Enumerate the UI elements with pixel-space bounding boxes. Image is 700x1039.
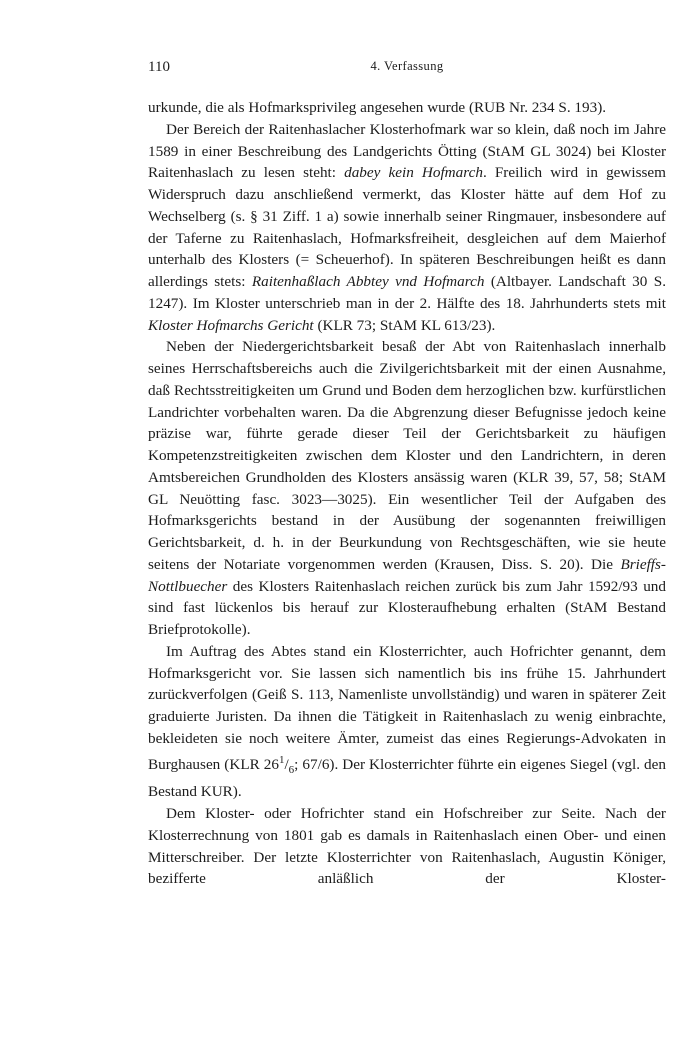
paragraph xyxy=(148,97,666,119)
italic-citation: dabey kein Hofmarch xyxy=(344,164,483,182)
text-run: ; 67/6). Der Klosterrichter führte ein eigenes Siegel (vgl. den Bestand KUR). xyxy=(148,755,666,801)
text-run: Im Auftrag des Abtes stand ein Klosterrichter, auch Hofrichter genannt, dem Hofmarksgericht vor. Sie lassen sich namentlich bis ins frühe 15. Jahrhundert zurückverfolgen (Geiß S. 113, Namenliste unvollständig) und waren in späterer Zeit graduierte Juristen. Da ihnen die Tätigkeit in Raitenhaslach zu wenig einbrachte, bekleideten sie noch weitere Ämter, zumeist das eines Regierungs-Advokaten in Burghausen (KLR 26 xyxy=(148,642,666,773)
italic-citation: Kloster Hofmarchs Gericht xyxy=(148,316,314,334)
text-run: . Freilich wird in gewissem Widerspruch dazu anschließend vermerkt, das Kloster hätte auf dem Hof zu Wechselberg (s. § 31 Ziff. 1 a) sowie innerhalb seiner Ringmauer, insbesondere auf der Taferne zu Raitenhaslach, Hofmarksfreiheit, desgleichen auf dem Maierhof unterhalb des Klosters (= Scheuerhof). In späteren Beschreibungen heißt es dann allerdings stets: xyxy=(148,164,666,290)
text-run: (Altbayer. Landschaft 30 S. 1247). Im Kloster unterschrieb man in der 2. Hälfte des 18. Jahrhunderts stets mit xyxy=(148,273,666,312)
italic-citation: Raitenhaßlach Abbtey vnd Hofmarch xyxy=(251,273,485,290)
text-run: des Klosters Raitenhaslach reichen zurück bis zum Jahr 1592/93 und sind fast lückenlos bis herauf zur Klosteraufhebung erhalten (StAM Bestand Briefprotokolle). xyxy=(148,577,666,638)
paragraph xyxy=(148,803,666,890)
fraction-numerator: 1 xyxy=(278,753,285,766)
text-run: Neben der Niedergerichtsbarkeit besaß der Abt von Raitenhaslach innerhalb seines Herrschaftsbereichs auch die Zivilgerichtsbarkeit mit der einen Ausnahme, daß Rechtsstreitigkeiten um Grund und Boden dem herzoglichen bzw. kurfürstlichen Landrichter vorbehalten waren. Da die Abgrenzung dieser Befugnisse jedoch keine präzise war, führte gerade dieser Teil der Gerichtsbarkeit zu häufigen Kompetenzstreitigkeiten zwischen dem Kloster und den Landrichtern, in deren Amtsbereichen Grundholden des Klosters ansässig waren (KLR 39, 57, 58; StAM GL Neuötting fasc. 3023—3025). Ein wesentlicher Teil der Aufgaben des Hofmarksgerichts bestand in der Ausübung der sogenannten freiwilligen Gerichtsbarkeit, d. h. in der Beurkundung von Rechtsgeschäften, wie sie heute seitens der Notariate vorgenommen werden (Krausen, Diss. S. 20). Die xyxy=(148,338,666,573)
body-text xyxy=(148,97,666,890)
text-run: Dem Kloster- oder Hofrichter stand ein Hofschreiber zur Seite. Nach der Klosterrechnung von 1801 gab es damals in Raitenhaslach einen Ober- und einen Mitterschreiber. Der letzte Klosterrichter von Raitenhaslach, Augustin Königer, bezifferte anläßlich der Kloster- xyxy=(148,805,666,888)
paragraph xyxy=(148,119,666,337)
italic-citation: Brieffs-Nottlbuecher xyxy=(148,555,666,595)
page-number: 110 xyxy=(148,59,170,75)
text-run: (KLR 73; StAM KL 613/23). xyxy=(313,316,496,334)
text-run: Der Bereich der Raitenhaslacher Klosterhofmark war so klein, daß noch im Jahre 1589 in einer Beschreibung des Landgerichts Ötting (StAM GL 3024) bei Kloster Raitenhaslach zu lesen steht: xyxy=(148,120,666,182)
paragraph xyxy=(148,336,666,641)
page-header xyxy=(148,59,666,81)
fraction-denominator: 6 xyxy=(288,763,295,776)
paragraph xyxy=(148,641,666,803)
text-run: / xyxy=(284,755,289,773)
text-run: urkunde, die als Hofmarksprivileg angesehen wurde (RUB Nr. 234 S. 193). xyxy=(148,99,607,116)
running-head: 4. Verfassung xyxy=(370,59,444,73)
